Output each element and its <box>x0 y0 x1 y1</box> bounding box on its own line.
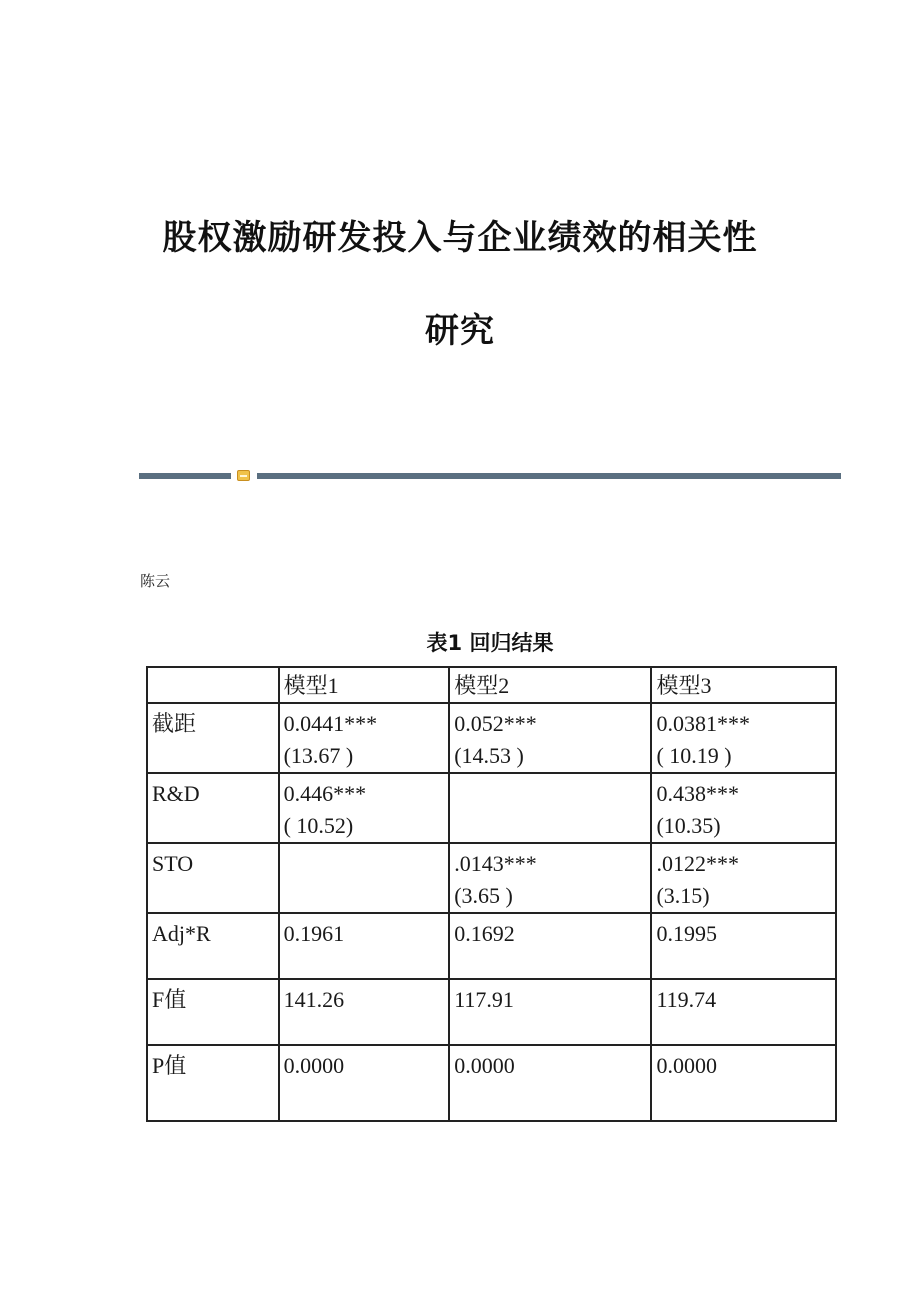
coefficient: 0.0381*** <box>656 711 750 736</box>
table-row <box>147 979 836 1045</box>
statistic-value: 141.26 <box>283 987 345 1012</box>
document-title <box>0 210 920 352</box>
table-cell <box>651 913 836 979</box>
table-cell <box>449 843 651 913</box>
table-cell <box>279 913 450 979</box>
t-statistic: (3.15) <box>656 883 710 908</box>
row-label: P值 <box>147 1045 279 1121</box>
header-cell: 模型1 <box>279 667 450 703</box>
t-statistic: ( 10.52) <box>283 813 354 838</box>
coefficient: 0.438*** <box>656 781 739 806</box>
section-divider <box>139 470 841 482</box>
table-cell <box>651 979 836 1045</box>
statistic-value: 0.1692 <box>454 921 515 946</box>
table-cell <box>449 979 651 1045</box>
t-statistic: (3.65 ) <box>454 883 513 908</box>
table-cell <box>449 703 651 773</box>
title-line-1: 股权激励研发投入与企业绩效的相关性 <box>162 218 758 258</box>
table-cell <box>279 1045 450 1121</box>
regression-table <box>146 666 837 1122</box>
header-cell <box>147 667 279 703</box>
coefficient: 0.0441*** <box>283 711 378 736</box>
divider-bar-left <box>139 473 231 479</box>
table-row <box>147 703 836 773</box>
statistic-value: 0.1961 <box>283 921 345 946</box>
row-label: 截距 <box>147 703 279 773</box>
table-caption: 表1 回归结果 <box>426 631 554 655</box>
table-header-row <box>147 667 836 703</box>
row-label: STO <box>147 843 279 913</box>
statistic-value: 0.0000 <box>454 1053 515 1078</box>
coefficient: .0143*** <box>454 851 537 876</box>
table-row <box>147 843 836 913</box>
statistic-value: 0.0000 <box>283 1053 345 1078</box>
table-cell <box>651 843 836 913</box>
table-cell <box>279 843 450 913</box>
table-cell <box>449 773 651 843</box>
table-row <box>147 1045 836 1121</box>
table-cell <box>651 1045 836 1121</box>
row-label: F值 <box>147 979 279 1045</box>
statistic-value: 0.1995 <box>656 921 717 946</box>
t-statistic: (13.67 ) <box>283 743 354 768</box>
table-row <box>147 913 836 979</box>
table-cell <box>651 703 836 773</box>
title-line-2: 研究 <box>425 311 495 351</box>
table-row <box>147 773 836 843</box>
table-cell <box>449 913 651 979</box>
divider-bar-right <box>257 473 841 479</box>
table-cell <box>279 979 450 1045</box>
row-label: Adj*R <box>147 913 279 979</box>
coefficient: 0.052*** <box>454 711 537 736</box>
envelope-icon <box>237 470 250 481</box>
coefficient: .0122*** <box>656 851 739 876</box>
table-cell <box>651 773 836 843</box>
table-cell <box>279 703 450 773</box>
table-cell <box>449 1045 651 1121</box>
header-cell: 模型2 <box>449 667 651 703</box>
t-statistic: (10.35) <box>656 813 721 838</box>
row-label: R&D <box>147 773 279 843</box>
statistic-value: 0.0000 <box>656 1053 717 1078</box>
t-statistic: (14.53 ) <box>454 743 524 768</box>
t-statistic: ( 10.19 ) <box>656 743 732 768</box>
statistic-value: 117.91 <box>454 987 514 1012</box>
table-cell <box>279 773 450 843</box>
statistic-value: 119.74 <box>656 987 717 1012</box>
coefficient: 0.446*** <box>283 781 367 806</box>
author-name: 陈云 <box>140 572 171 590</box>
header-cell: 模型3 <box>651 667 836 703</box>
